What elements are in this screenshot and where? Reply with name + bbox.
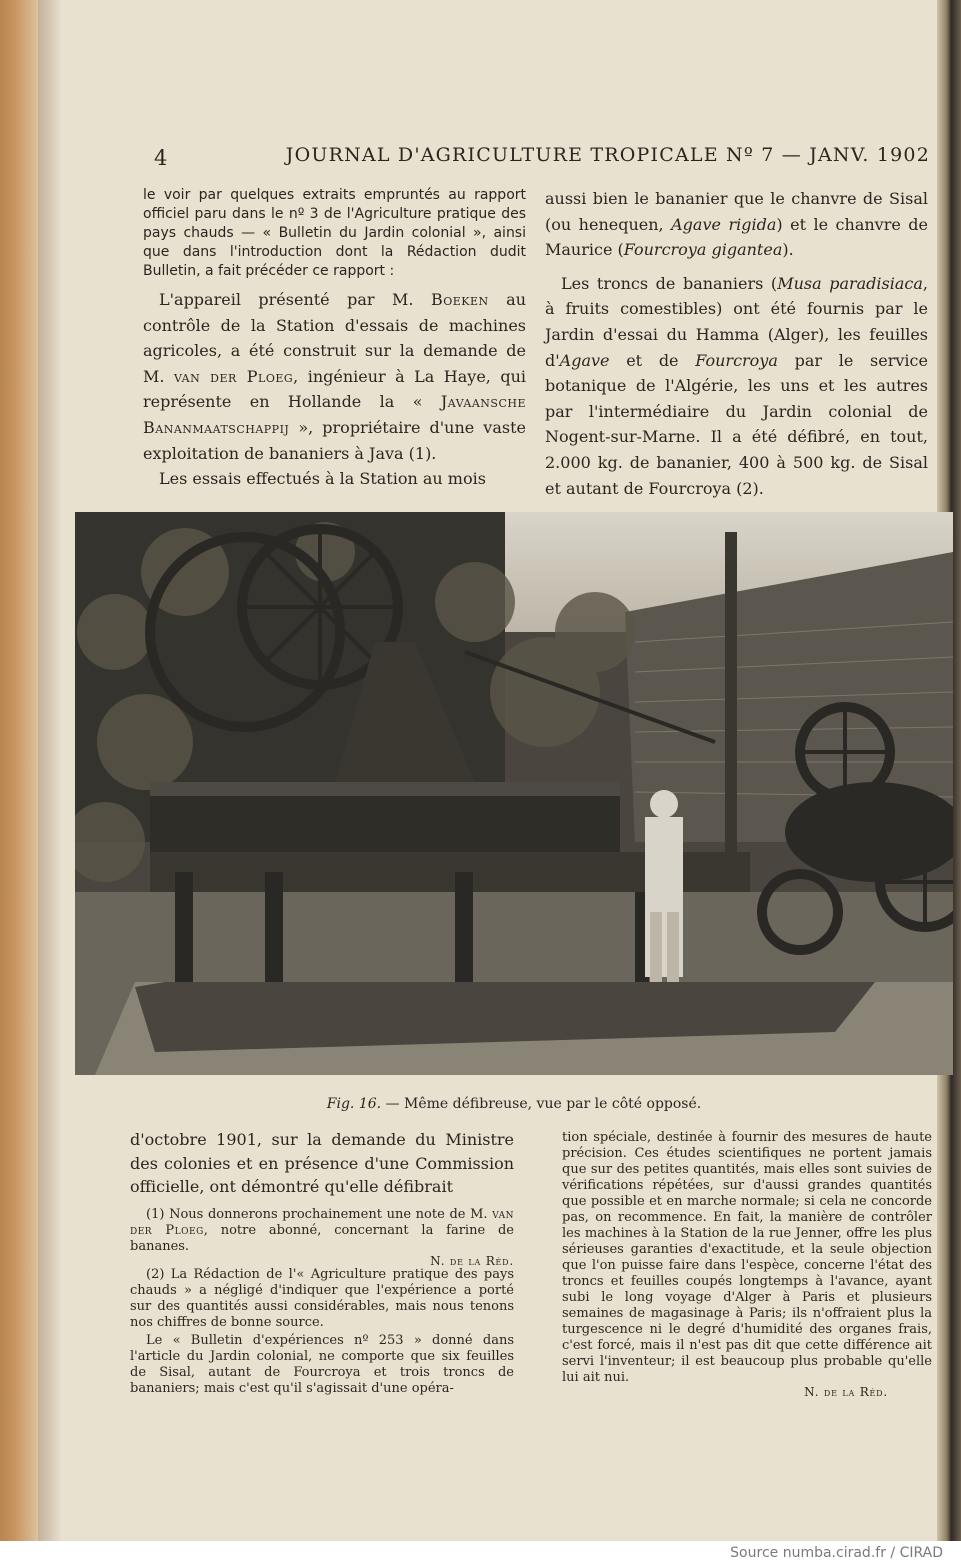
binding-shadow xyxy=(38,0,62,1541)
species-name: Fourcroya xyxy=(695,350,778,370)
paragraph-troncs xyxy=(545,271,928,501)
paragraph-sisal xyxy=(545,186,928,263)
footnote-continuation: tion spéciale, destinée à fournir des mesures de haute précision. Ces études scientifiques ne portent jamais que sur des petites quantités, mais elles sont suivies de vérifications répétées, sur d'aussi grandes quantités que possible et en marche normale; si cela ne concorde pas, on recommence. En fait, la manière de contrôler les machines à la Station de la rue Jenner, offre les plus sérieuses garanties d'exactitude, et la seule objection que l'on puisse faire dans l'espèce, concerne l'état des troncs et feuilles coupés longtemps à l'avance, ayant subi le long voyage d'Alger à Paris et plusieurs semaines de magasinage à Paris; ils n'offraient plus la turgescence ni le degré d'humidité des organes frais, c'est forcé, mais il n'est pas dit que cette différence ait servi l'inventeur; il est beaucoup plus probable qu'elle lui ait nui. xyxy=(562,1130,932,1385)
text-segment: et de xyxy=(626,350,679,370)
footnote-1 xyxy=(130,1207,514,1255)
text-segment: ). xyxy=(782,240,794,260)
text-segment: , ingénieur à La Haye, qui représente en Hollande la « xyxy=(143,366,526,412)
paragraph-octobre: d'octobre 1901, sur la demande du Ministre des colonies et en présence d'une Commission officielle, ont démontré qu'elle défibrait xyxy=(130,1130,514,1196)
book-binding xyxy=(0,0,38,1541)
company-name: Javaansche Bananmaatschappij xyxy=(143,392,526,437)
text-segment: ) et le chanvre de Maurice ( xyxy=(545,214,929,260)
species-name: Agave rigida xyxy=(671,214,777,234)
right-column-top xyxy=(545,186,928,501)
name-boeken: Boeken xyxy=(430,290,489,309)
right-column-bottom xyxy=(562,1128,932,1398)
left-column-bottom xyxy=(130,1128,514,1397)
text-segment: Les troncs de bananiers ( xyxy=(561,273,778,293)
text-segment: , à fruits comestibles) ont été fournis par le Jardin d'essai du Hamma (Alger), les feuilles d' xyxy=(545,273,929,370)
species-name: Musa paradisiaca xyxy=(777,273,923,293)
text-segment: (1) Nous donnerons prochainement une note de M. xyxy=(146,1206,488,1222)
source-credit: Source numba.cirad.fr / CIRAD xyxy=(730,1545,943,1561)
figure-caption xyxy=(75,1096,953,1112)
journal-name: JOURNAL D'AGRICULTURE TROPICALE xyxy=(285,144,719,166)
footnote-2: (2) La Rédaction de l'« Agriculture pratique des pays chauds » a négligé d'indiquer que l'expérience a porté sur des quantités aussi considérables, mais nous tenons nos chiffres de bonne source. xyxy=(130,1266,514,1330)
figure-photograph xyxy=(75,512,953,1075)
text-segment: au contrôle de la Station d'essais de machines agricoles, a été construit sur la demande de M. xyxy=(143,290,526,386)
signature-1: N. de la Réd. xyxy=(430,1253,514,1268)
text-segment: , notre abonné, concernant la farine de bananes. xyxy=(130,1222,514,1254)
text-segment: L'appareil présenté par M. xyxy=(159,290,414,309)
text-segment: aussi bien le bananier que le chanvre de Sisal (ou henequen, xyxy=(545,189,928,234)
name-van-der-ploeg: van der Ploeg xyxy=(173,366,294,386)
species-name: Agave xyxy=(559,350,610,370)
page-number: 4 xyxy=(154,146,168,170)
left-column-top xyxy=(143,186,526,492)
intro-paragraph: le voir par quelques extraits empruntés au rapport officiel paru dans le nº 3 de l'Agriculture pratique des pays chauds — « Bulletin du Jardin colonial », ainsi que dans l'introduction dont la Rédaction dudit Bulletin, a fait précéder ce rapport : xyxy=(143,187,526,279)
footnote-name: van der Ploeg xyxy=(130,1206,514,1238)
issue-info: Nº 7 — JANV. 1902 xyxy=(726,144,930,166)
paragraph-appareil xyxy=(143,287,526,466)
journal-title xyxy=(286,144,930,166)
footnote-3: Le « Bulletin d'expériences nº 253 » donné dans l'article du Jardin colonial, ne comporte que six feuilles de Sisal, autant de Fourcroya et trois troncs de bananiers; mais c'est qu'il s'agissait d'une opéra- xyxy=(130,1332,514,1396)
figure-caption-text: — Même défibreuse, vue par le côté opposé. xyxy=(385,1096,702,1112)
text-segment: par le service botanique de l'Algérie, les uns et les autres par l'intermédiaire du Jardin colonial de Nogent-sur-Marne. Il a été défibré, en tout, 2.000 kg. de bananier, 400 à 500 kg. de Sisal et autant de Fourcroya (2). xyxy=(545,350,928,498)
running-header xyxy=(150,142,930,170)
text-segment: », propriétaire d'une vaste exploitation de bananiers à Java (1). xyxy=(143,417,526,463)
species-name: Fourcroya gigantea xyxy=(623,240,783,260)
figure-label: Fig. 16. xyxy=(326,1096,382,1112)
paragraph-essais: Les essais effectués à la Station au mois xyxy=(159,469,486,489)
defibreuse-machine-illustration xyxy=(75,512,953,1075)
signature-2: N. de la Réd. xyxy=(804,1385,888,1399)
